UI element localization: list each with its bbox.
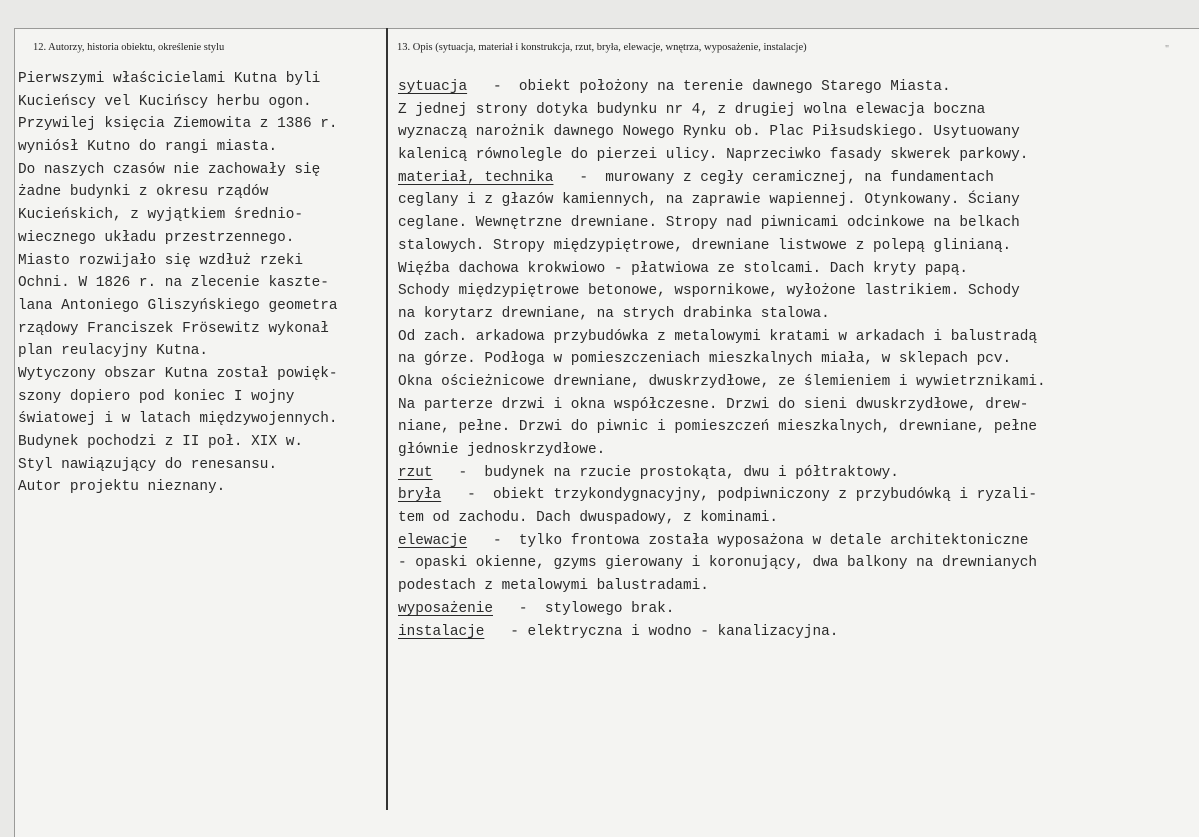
section-label: wyposażenie [398, 600, 493, 617]
text-line [398, 416, 1188, 439]
text-line: lana Antoniego Gliszyńskiego geometra [18, 297, 338, 314]
text-line: Budynek pochodzi z II poł. XIX w. [18, 434, 303, 450]
line-text: Okna ościeżnicowe drewniane, dwuskrzydłowe, ze ślemieniem i wywietrznikami. [398, 373, 1046, 390]
section-label: elewacje [398, 532, 468, 549]
section-label: rzut [398, 464, 433, 481]
line-text: Schody międzypiętrowe betonowe, wspornikowe, wyłożone lastrikiem. Schody [398, 283, 1020, 300]
text-line: Przywilej księcia Ziemowita z 1386 r. [18, 116, 338, 133]
line-text: wyznaczą narożnik dawnego Nowego Rynku ob. Plac Piłsudskiego. Usytuowany [398, 124, 1020, 141]
text-line: Kucieńskich, z wyjątkiem średnio- [18, 207, 303, 224]
text-line: plan reulacyjny Kutna. [18, 343, 208, 360]
line-text: Na parterze drzwi i okna współczesne. Drzwi do sieni dwuskrzydłowe, drew- [398, 396, 1029, 413]
text-line: wiecznego układu przestrzennego. [18, 229, 295, 246]
left-column-header: 12. Autorzy, historia obiektu, określenie stylu [33, 42, 225, 53]
authors-history-text [18, 68, 383, 499]
section-label: bryła [398, 487, 442, 504]
line-text: na korytarz drewniane, na strych drabinka stalowa. [398, 305, 830, 322]
line-text: podestach z metalowymi balustradami. [398, 578, 709, 595]
text-line [398, 144, 1188, 167]
text-line: rządowy Franciszek Frösewitz wykonał [18, 320, 329, 337]
text-line [398, 76, 1188, 99]
text-line: żadne budynki z okresu rządów [18, 184, 269, 201]
line-text: tem od zachodu. Dach dwuspadowy, z kominami. [398, 510, 778, 527]
text-line [398, 439, 1188, 462]
line-text: - stylowego brak. [493, 600, 675, 617]
text-line [398, 167, 1188, 190]
text-line: Kucieńscy vel Kucińscy herbu ogon. [18, 93, 312, 110]
corner-mark: " [1165, 44, 1170, 55]
section-label: materiał, technika [398, 169, 554, 186]
text-line: Ochni. W 1826 r. na zlecenie kaszte- [18, 275, 329, 292]
text-line: Autor projektu nieznany. [18, 479, 226, 496]
line-text: - opaski okienne, gzyms gierowany i koronujący, dwa balkony na drewnianych [398, 555, 1038, 572]
text-line [398, 462, 1188, 485]
line-text: niane, pełne. Drzwi do piwnic i pomieszczeń mieszkalnych, drewniane, pełne [398, 419, 1038, 436]
line-text: ceglane. Wewnętrzne drewniane. Stropy nad piwnicami odcinkowe na belkach [398, 215, 1020, 232]
text-line [398, 280, 1188, 303]
text-line: Miasto rozwijało się wzdłuż rzeki [18, 252, 303, 269]
text-line [398, 258, 1188, 281]
column-divider [386, 28, 388, 810]
line-text: głównie jednoskrzydłowe. [398, 442, 606, 458]
line-text: - obiekt trzykondygnacyjny, podpiwniczony z przybudówką i ryzali- [441, 487, 1038, 504]
section-label: sytuacja [398, 79, 468, 95]
text-line [398, 235, 1188, 258]
text-line [398, 189, 1188, 212]
text-line: wyniósł Kutno do rangi miasta. [18, 139, 278, 156]
text-line [398, 371, 1188, 394]
line-text: na górze. Podłoga w pomieszczeniach mieszkalnych miała, w sklepach pcv. [398, 351, 1012, 368]
line-text: Z jednej strony dotyka budynku nr 4, z drugiej wolna elewacja boczna [398, 101, 986, 118]
text-line [398, 212, 1188, 235]
section-label: instalacje [398, 623, 485, 640]
line-text: - murowany z cegły ceramicznej, na fundamentach [553, 169, 994, 186]
line-text: - elektryczna i wodno - kanalizacyjna. [484, 623, 839, 640]
text-line [398, 303, 1188, 326]
line-text: Od zach. arkadowa przybudówka z metalowymi kratami w arkadach i balustradą [398, 328, 1038, 345]
text-line [398, 99, 1188, 122]
text-line [398, 348, 1188, 371]
text-line: Pierwszymi właścicielami Kutna byli [18, 71, 321, 87]
text-line [398, 598, 1188, 621]
line-text: Więźba dachowa krokwiowo - płatwiowa ze stolcami. Dach kryty papą. [398, 260, 968, 277]
text-line [398, 121, 1188, 144]
line-text: - budynek na rzucie prostokąta, dwu i półtraktowy. [432, 464, 899, 481]
text-line: światowej i w latach międzywojennych. [18, 411, 338, 428]
text-line: Styl nawiązujący do renesansu. [18, 456, 278, 473]
line-text: stalowych. Stropy międzypiętrowe, drewniane listwowe z polepą glinianą. [398, 237, 1012, 254]
text-line: szony dopiero pod koniec I wojny [18, 388, 295, 405]
line-text: ceglany i z głazów kamiennych, na zaprawie wapiennej. Otynkowany. Ściany [398, 192, 1020, 209]
line-text: - tylko frontowa została wyposażona w detale architektoniczne [467, 532, 1029, 549]
text-line [398, 507, 1188, 530]
text-line [398, 484, 1188, 507]
text-line [398, 575, 1188, 598]
text-line [398, 394, 1188, 417]
description-text [398, 76, 1188, 643]
line-text: - obiekt położony na terenie dawnego Starego Miasta. [467, 79, 951, 95]
text-line: Wytyczony obszar Kutna został powięk- [18, 365, 338, 382]
text-line [398, 326, 1188, 349]
text-line [398, 621, 1188, 644]
text-line: Do naszych czasów nie zachowały się [18, 161, 321, 178]
right-column-header: 13. Opis (sytuacja, materiał i konstrukcja, rzut, bryła, elewacje, wnętrza, wyposażenie, instalacje) [397, 42, 807, 53]
text-line [398, 552, 1188, 575]
line-text: kalenicą równolegle do pierzei ulicy. Naprzeciwko fasady skwerek parkowy. [398, 147, 1029, 164]
text-line [398, 530, 1188, 553]
